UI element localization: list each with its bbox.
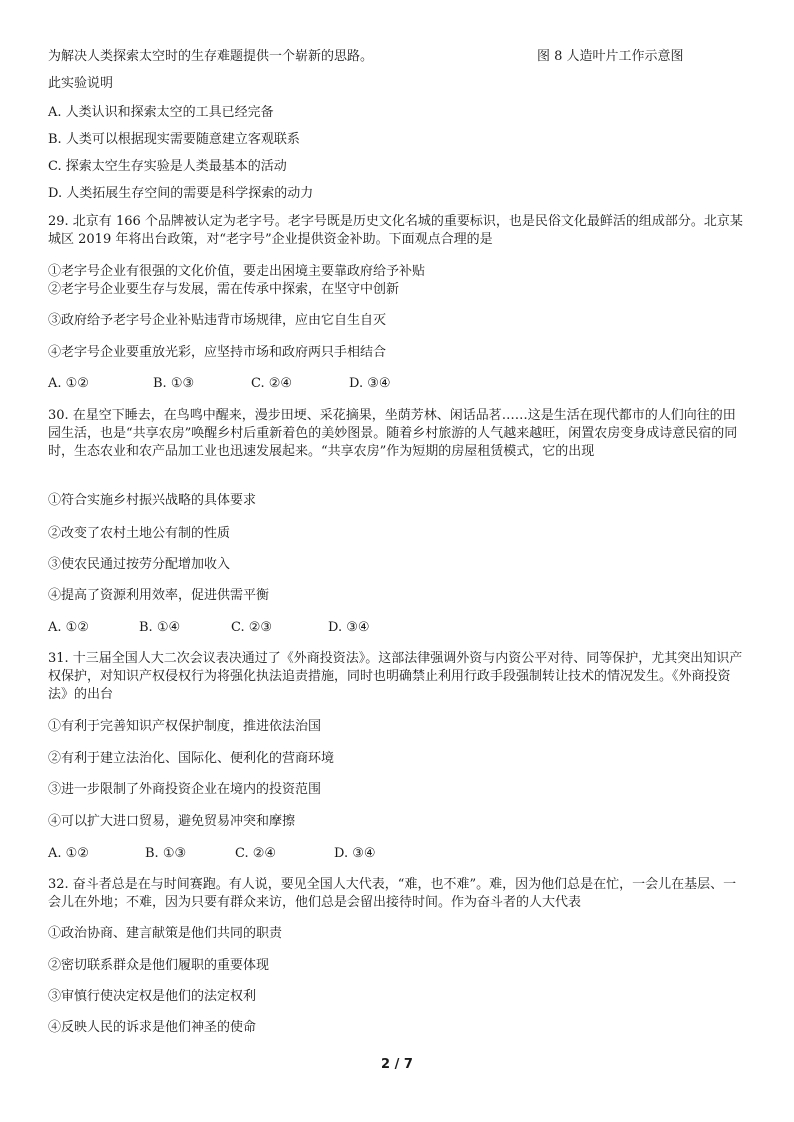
- q30-choice-c: C. ②③: [231, 620, 273, 635]
- intro-conclusion: 此实验说明: [48, 76, 114, 91]
- q30-item-3: ③使农民通过按劳分配增加收入: [48, 557, 231, 572]
- q30-item-1: ①符合实施乡村振兴战略的具体要求: [48, 493, 257, 508]
- intro-option-a: A. 人类认识和探索太空的工具已经完备: [48, 105, 274, 120]
- q31-item-2: ②有利于建立法治化、国际化、便利化的营商环境: [48, 751, 335, 766]
- q29-item-3: ③政府给予老字号企业补贴违背市场规律，应由它自生自灭: [48, 313, 387, 328]
- q31-choice-a: A. ①②: [48, 846, 89, 861]
- intro-option-d: D. 人类拓展生存空间的需要是科学探索的动力: [48, 186, 314, 201]
- q30-choice-d: D. ③④: [328, 620, 370, 635]
- q29-item-4: ④老字号企业要重放光彩，应坚持市场和政府两只手相结合: [48, 345, 387, 360]
- q32-item-4: ④反映人民的诉求是他们神圣的使命: [48, 1020, 257, 1035]
- q31-stem: 31. 十三届全国人大二次会议表决通过了《外商投资法》。这部法律强调外资与内资公平对待、同等保护，尤其突出知识产权保护，对知识产权侵权行为将强化执法追责措施，同时也明确禁止利用行政手段强制转让技术的情况发生。《外商投资法》的出台: [48, 651, 743, 702]
- q29-choice-a: A. ①②: [48, 376, 89, 391]
- q31-item-1: ①有利于完善知识产权保护制度，推进依法治国: [48, 719, 322, 734]
- q30-choices: [48, 619, 370, 637]
- intro-option-b: B. 人类可以根据现实需要随意建立客观联系: [48, 132, 300, 147]
- q31-item-4: ④可以扩大进口贸易，避免贸易冲突和摩擦: [48, 814, 296, 829]
- intro-line: 为解决人类探索太空时的生存难题提供一个崭新的思路。: [48, 49, 374, 64]
- figure-caption: 图 8 人造叶片工作示意图: [537, 49, 684, 64]
- q29-choices: [48, 375, 391, 393]
- q31-choice-b: B. ①③: [145, 846, 187, 861]
- q30-choice-b: B. ①④: [139, 620, 181, 635]
- q31-choice-d: D. ③④: [334, 846, 376, 861]
- page-number: 2 / 7: [381, 1057, 413, 1072]
- q29-choice-d: D. ③④: [349, 376, 391, 391]
- intro-option-c: C. 探索太空生存实验是人类最基本的活动: [48, 159, 287, 174]
- q29-choice-b: B. ①③: [153, 376, 195, 391]
- q32-item-2: ②密切联系群众是他们履职的重要体现: [48, 958, 270, 973]
- q29-choice-c: C. ②④: [251, 376, 293, 391]
- q29-item-2: ②老字号企业要生存与发展，需在传承中探索，在坚守中创新: [48, 282, 400, 297]
- q32-stem: 32. 奋斗者总是在与时间赛跑。有人说，要见全国人大代表，“难，也不难”。难，因为他们总是在忙，一会儿在基层、一会儿在外地；不难，因为只要有群众来访，他们总是会留出接待时间。作为奋斗者的人大代表: [48, 877, 737, 910]
- q29-item-1: ①老字号企业有很强的文化价值，要走出困境主要靠政府给予补贴: [48, 264, 426, 279]
- q31-choice-c: C. ②④: [235, 846, 277, 861]
- q31-item-3: ③进一步限制了外商投资企业在境内的投资范围: [48, 782, 322, 797]
- q30-choice-a: A. ①②: [48, 620, 89, 635]
- q30-item-4: ④提高了资源利用效率，促进供需平衡: [48, 588, 270, 603]
- q30-item-2: ②改变了农村土地公有制的性质: [48, 526, 231, 541]
- q30-stem: 30. 在星空下睡去，在鸟鸣中醒来，漫步田埂、采花摘果，坐荫芳林、闲话品茗……这是生活在现代都市的人们向往的田园生活，也是“共享农房”唤醒乡村后重新着色的美妙图景。随着乡村旅游的人气越来越旺，闲置农房变身成诗意民宿的同时，生态农业和农产品加工业也迅速发展起来。“共享农房”作为短期的房屋租赁模式，它的出现: [48, 408, 738, 459]
- q32-item-1: ①政治协商、建言献策是他们共同的职责: [48, 926, 283, 941]
- q31-choices: [48, 845, 376, 863]
- q29-stem: 29. 北京有 166 个品牌被认定为老字号。老字号既是历史文化名城的重要标识，也是民俗文化最鲜活的组成部分。北京某城区 2019 年将出台政策，对“老字号”企业提供资金补助。下面观点合理的是: [48, 214, 743, 247]
- q32-item-3: ③审慎行使决定权是他们的法定权利: [48, 989, 257, 1004]
